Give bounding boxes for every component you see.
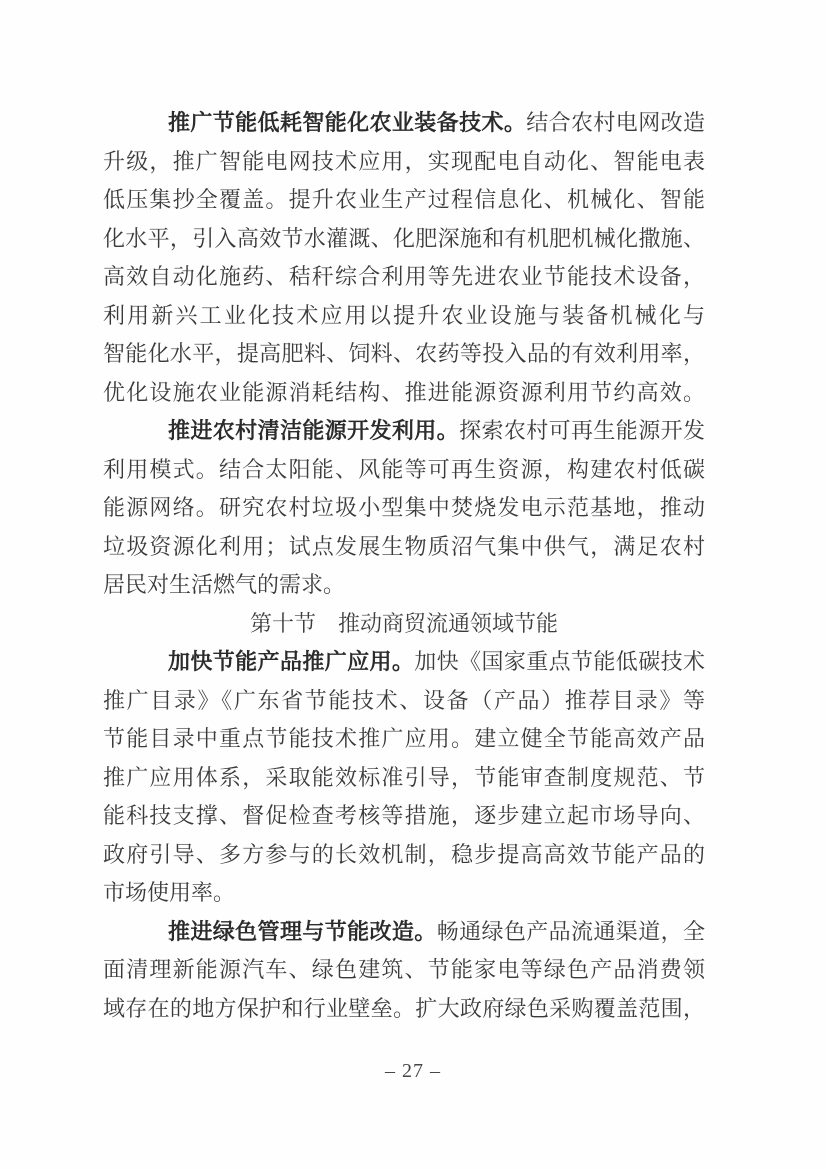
text-line: 推广节能低耗智能化农业装备技术。结合农村电网改造 [168, 110, 705, 135]
text-line: 推广目录》《广东省节能技术、设备（产品）推荐目录》等 [103, 687, 705, 713]
text-line: 化水平，引入高效节水灌溉、化肥深施和有机肥机械化撒施、 [103, 225, 705, 251]
text-line: 面清理新能源汽车、绿色建筑、节能家电等绿色产品消费领 [103, 957, 705, 982]
paragraph-lead-bold: 加快节能产品推广应用。 [168, 649, 415, 674]
page-number: – 27 – [385, 1060, 441, 1082]
text-line: 利用新兴工业化技术应用以提升农业设施与装备机械化与 [103, 302, 705, 328]
text-line: 推进绿色管理与节能改造。畅通绿色产品流通渠道，全 [168, 918, 705, 944]
text-line: 政府引导、多方参与的长效机制，稳步提高高效节能产品的 [103, 841, 705, 867]
text-line: 垃圾资源化利用；试点发展生物质沼气集中供气，满足农村 [103, 533, 705, 559]
text-line: 智能化水平，提高肥料、饲料、农药等投入品的有效利用率， [103, 341, 705, 366]
text-line: 节能目录中重点节能技术推广应用。建立健全节能高效产品 [103, 726, 705, 751]
paragraph-lead-bold: 推进农村清洁能源开发利用。 [168, 418, 460, 443]
text-line: 居民对生活燃气的需求。 [103, 572, 346, 597]
text-line: 高效自动化施药、秸秆综合利用等先进农业节能技术设备， [103, 264, 705, 289]
paragraph-lead-bold: 推进绿色管理与节能改造。 [168, 918, 437, 944]
text-line: 低压集抄全覆盖。提升农业生产过程信息化、机械化、智能 [103, 187, 705, 212]
text-line: 能源网络。研究农村垃圾小型集中焚烧发电示范基地，推动 [103, 495, 705, 520]
paragraph [103, 643, 705, 913]
text-line: 优化设施农业能源消耗结构、推进能源资源利用节约高效。 [103, 379, 705, 405]
text-line: 利用模式。结合太阳能、风能等可再生资源，构建农村低碳 [103, 456, 705, 482]
text-line: 市场使用率。 [103, 880, 236, 905]
section-heading: 第十节 推动商贸流通领域节能 [249, 610, 558, 636]
paragraph [103, 412, 705, 605]
text-line: 能科技支撑、督促检查考核等措施，逐步建立起市场导向、 [103, 803, 705, 828]
paragraph [103, 104, 705, 412]
text-line: 推广应用体系，采取能效标准引导，节能审查制度规范、节 [103, 764, 705, 790]
text-line: 域存在的地方保护和行业壁垒。扩大政府绿色采购覆盖范围， [103, 995, 705, 1021]
text-line: 升级，推广智能电网技术应用，实现配电自动化、智能电表 [103, 148, 705, 174]
text-line: 加快节能产品推广应用。加快《国家重点节能低碳技术 [168, 649, 705, 674]
paragraph [103, 913, 705, 1029]
text-line: 推进农村清洁能源开发利用。探索农村可再生能源开发 [168, 418, 705, 443]
document-content [103, 104, 705, 1028]
paragraph-lead-bold: 推广节能低耗智能化农业装备技术。 [168, 110, 527, 135]
